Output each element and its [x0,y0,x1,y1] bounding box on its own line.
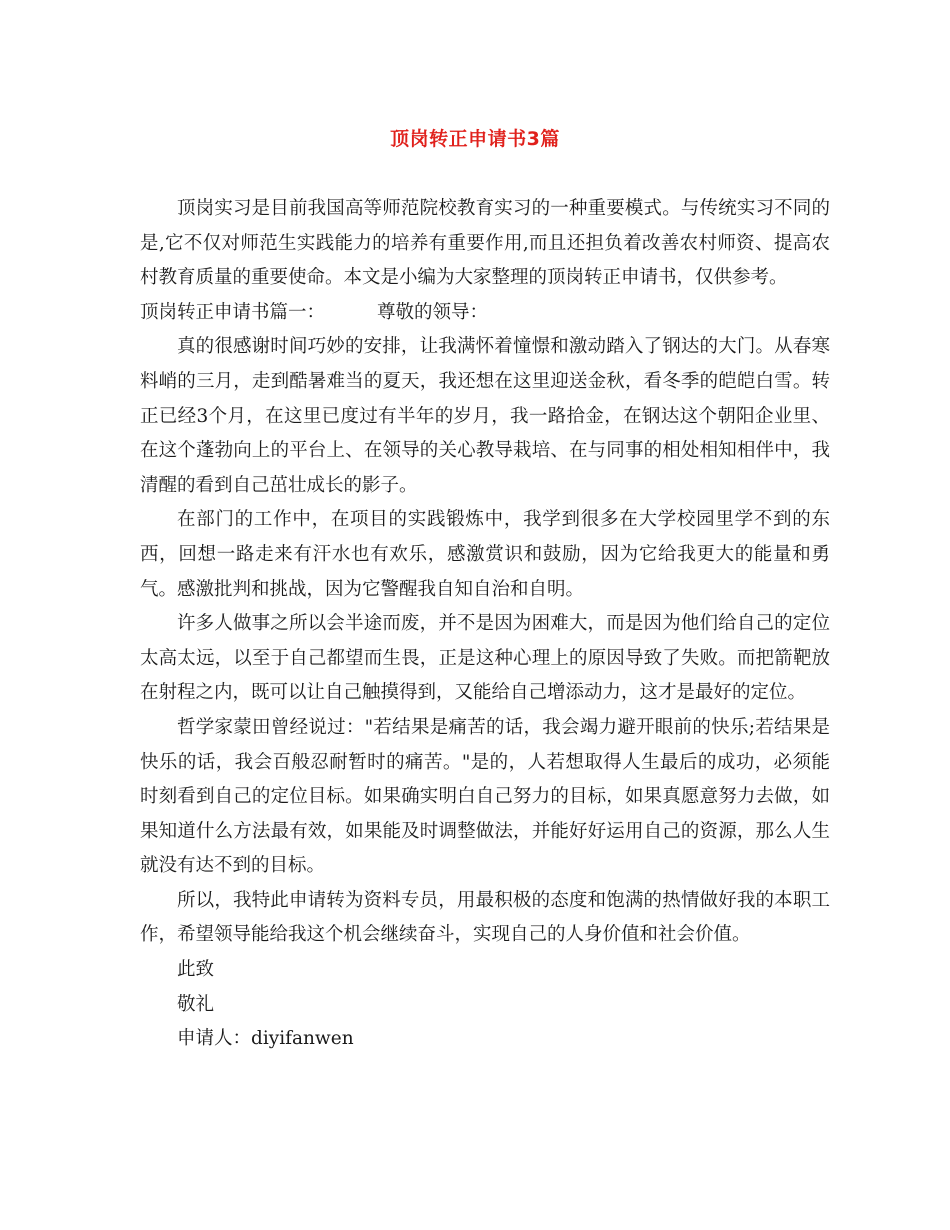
document-body [140,192,830,1057]
applicant-line: 申请人：diyifanwen [177,1028,354,1050]
document-title: 顶岗转正申请书3篇 [390,128,560,150]
closing-line-2: 敬礼 [177,993,215,1015]
body-paragraph: 哲学家蒙田曾经说过："若结果是痛苦的话，我会竭力避开眼前的快乐;若结果是快乐的话，我会百般忍耐暂时的痛苦。"是的，人若想取得人生最后的成功，必须能时刻看到自己的定位目标。如果确实明白自己努力的目标，如果真愿意努力去做，如果知道什么方法最有效，如果能及时调整做法，并能好好运用自己的资源，那么人生就没有达不到的目标。 [140,716,830,877]
body-paragraph: 许多人做事之所以会半途而废，并不是因为困难大，而是因为他们给自己的定位太高太远，以至于自己都望而生畏，正是这种心理上的原因导致了失败。而把箭靶放在射程之内，既可以让自己触摸得到，又能给自己增添动力，这才是最好的定位。 [140,613,830,704]
salutation: 尊敬的领导： [377,301,489,323]
body-paragraph: 所以，我特此申请转为资料专员，用最积极的态度和饱满的热情做好我的本职工作，希望领导能给我这个机会继续奋斗，实现自己的人身价值和社会价值。 [140,889,830,946]
body-paragraph: 在部门的工作中，在项目的实践锻炼中，我学到很多在大学校园里学不到的东西，回想一路走来有汗水也有欢乐，感激赏识和鼓励，因为它给我更大的能量和勇气。感激批判和挑战，因为它警醒我自知自治和自明。 [140,509,830,600]
closing-line-1: 此致 [177,959,215,981]
body-paragraph: 真的很感谢时间巧妙的安排，让我满怀着憧憬和激动踏入了钢达的大门。从春寒料峭的三月，走到酷暑难当的夏天，我还想在这里迎送金秋，看冬季的皑皑白雪。转正已经3个月，在这里已度过有半年的岁月，我一路拾金，在钢达这个朝阳企业里、在这个蓬勃向上的平台上、在领导的关心教导栽培、在与同事的相处相知相伴中，我清醒的看到自己茁壮成长的影子。 [140,336,830,496]
intro-paragraph: 顶岗实习是目前我国高等师范院校教育实习的一种重要模式。与传统实习不同的是,它不仅对师范生实践能力的培养有重要作用,而且还担负着改善农村师资、提高农村教育质量的重要使命。本文是小编为大家整理的顶岗转正申请书，仅供参考。 [140,198,830,289]
section-heading: 顶岗转正申请书篇一： [140,301,326,323]
section-heading-line [140,296,830,331]
